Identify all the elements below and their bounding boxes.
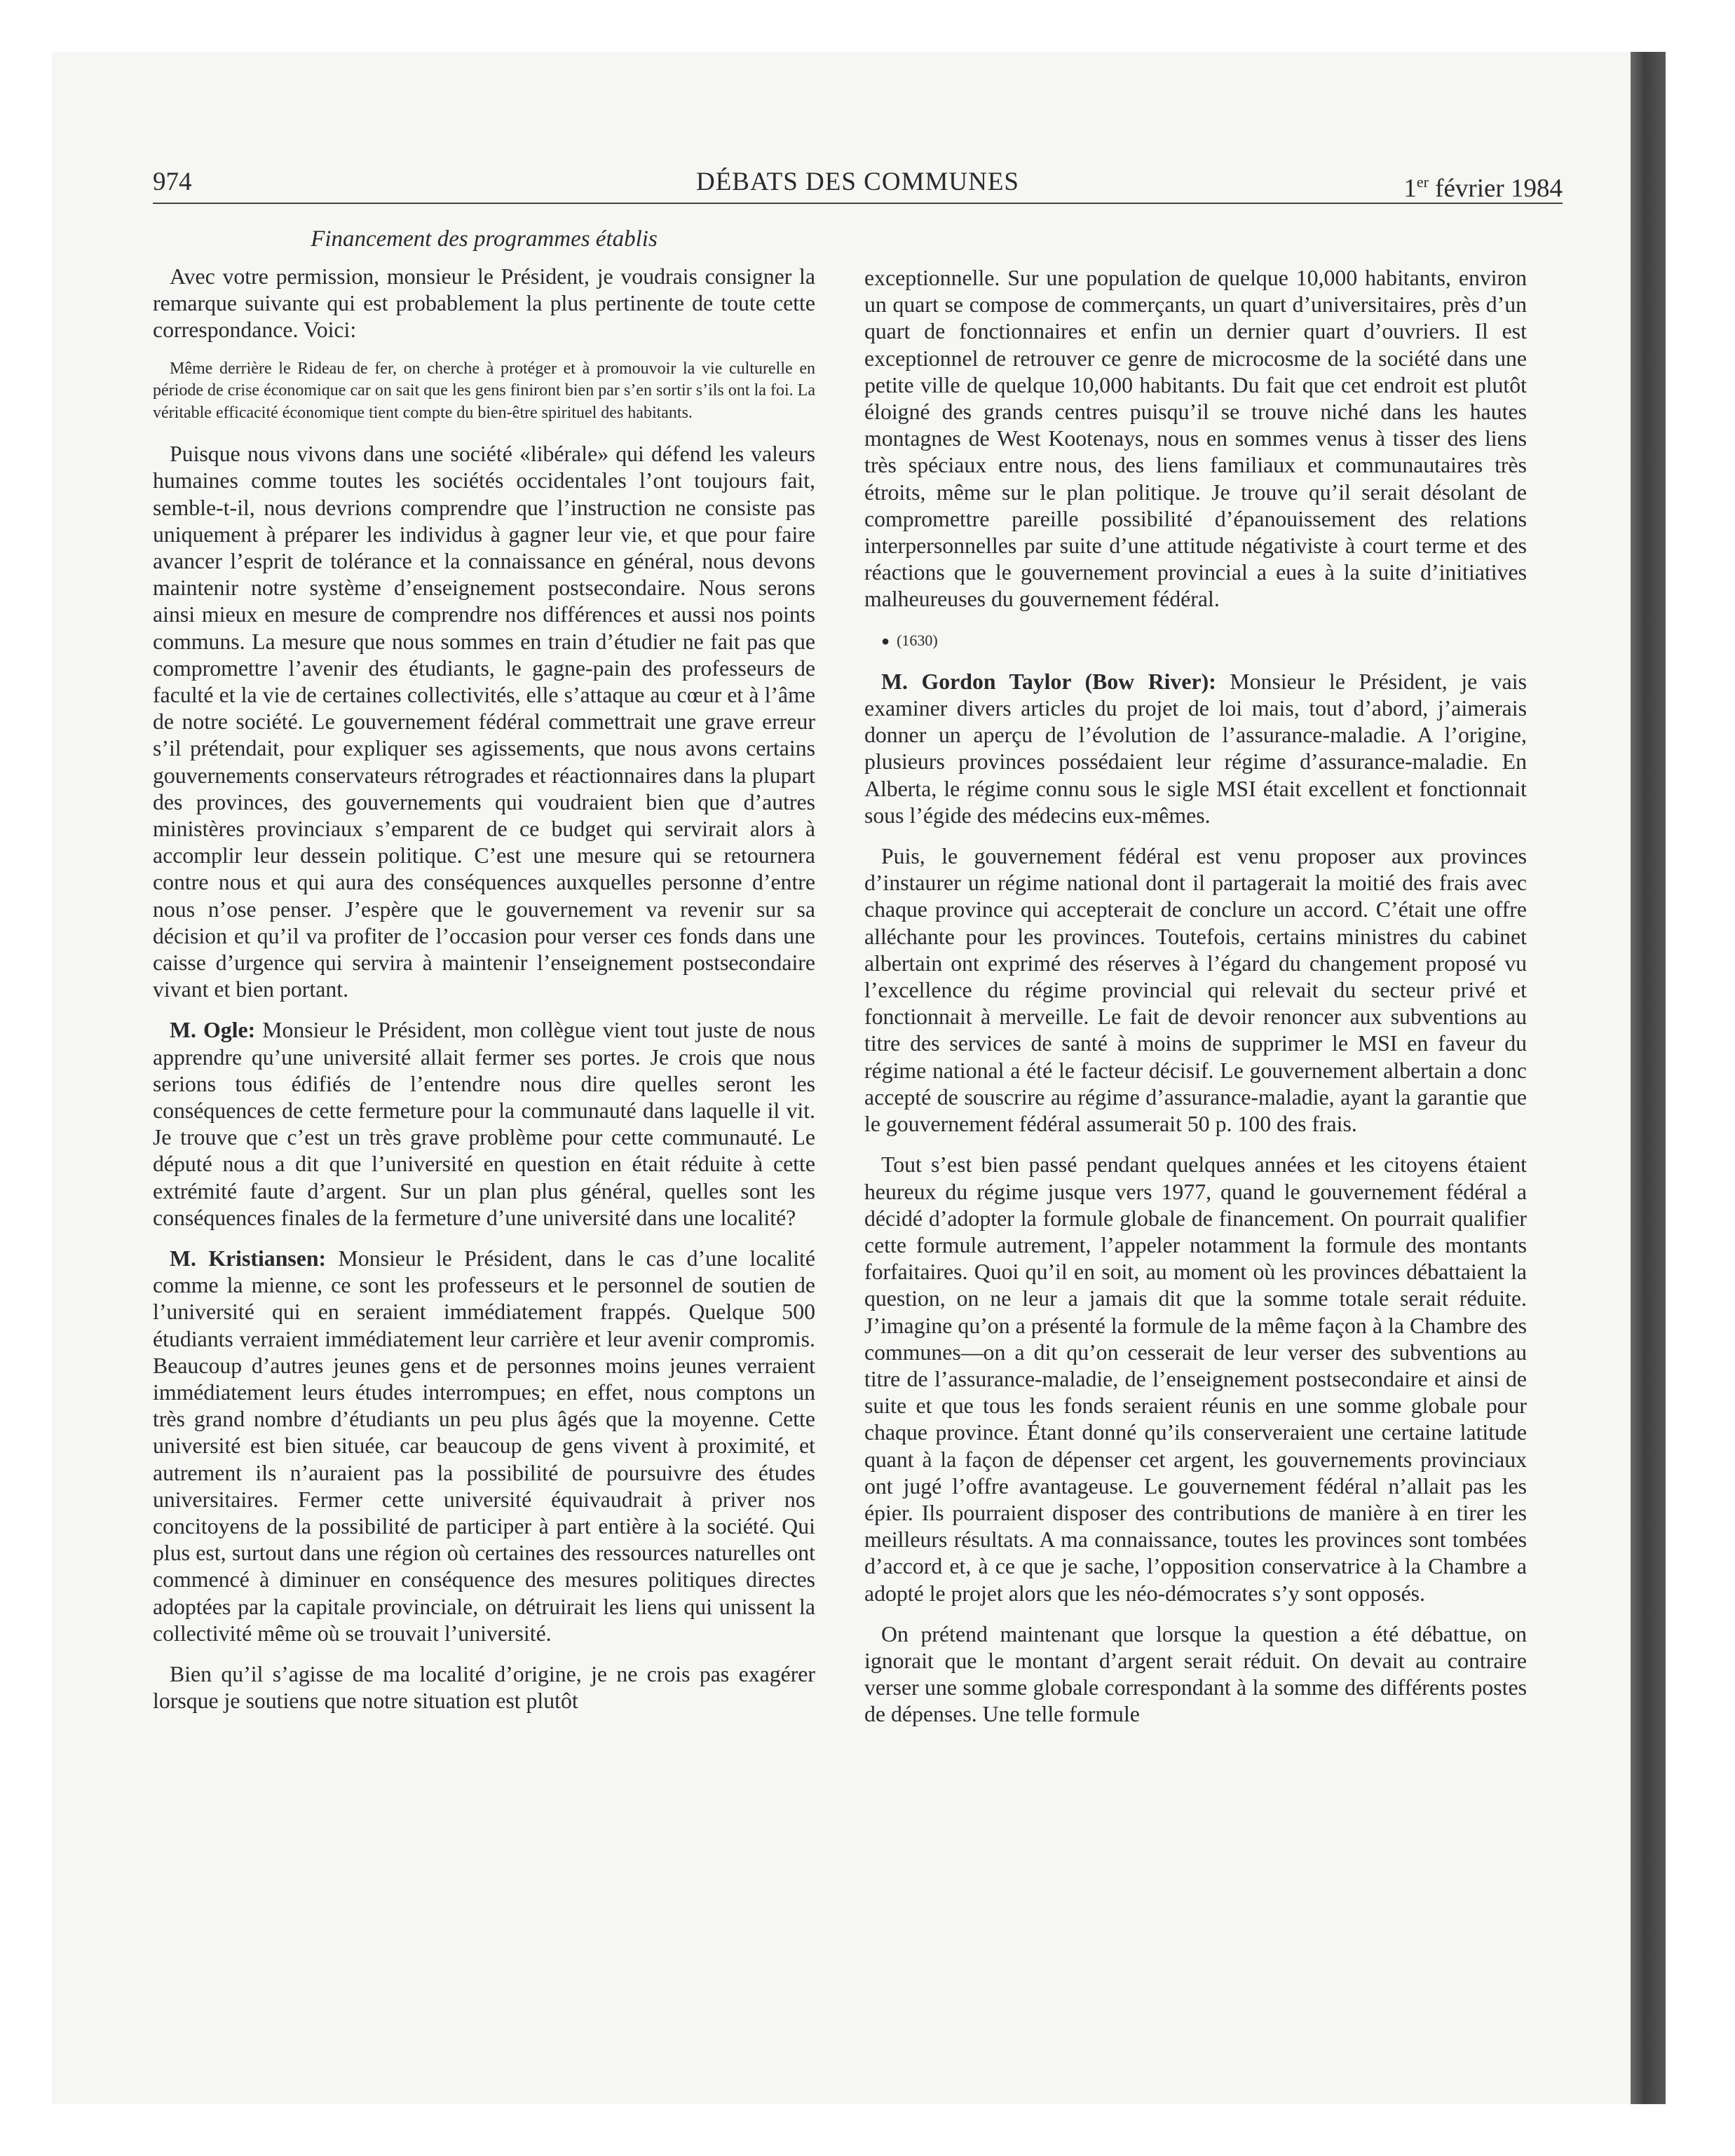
- block-quote: [153, 358, 815, 425]
- paragraph: Puis, le gouvernement fédéral est venu proposer aux provinces d’instaurer un régime national dont il partagerait la moitié des frais avec chaque province qui accepterait de conclure un accord. C’était une offre alléchante pour les provinces. Toutefois, certains ministres du cabinet albertain ont exprimé des réserves à l’égard du changement proposé vu l’excellence du régime provincial qui relevait du secteur privé et fonctionnait à merveille. Le fait de devoir renoncer aux subventions au titre des services de santé à moins de supprimer le MSI en faveur du régime national a été le facteur décisif. Le gouvernement albertain a donc accepté de souscrire au régime d’assurance-maladie, ayant la garantie que le gouvernement fédéral assumerait 50 p. 100 des frais.: [864, 844, 1527, 1137]
- date-superscript: er: [1416, 173, 1429, 191]
- paragraph: exceptionnelle. Sur une population de quelque 10,000 habitants, environ un quart se compose de commerçants, un quart d’universitaires, près d’un quart de fonctionnaires et enfin un dernier quart d’ouvriers. Il est exceptionnel de retrouver ce genre de microcosme de la société dans une petite ville de quelque 10,000 habitants. Du fait que cet endroit est plutôt éloigné des grands centres puisqu’il se trouve niché dans les hautes montagnes de West Kootenays, nous en sommes venus à tisser des liens très spéciaux entre nous, des liens familiaux et communautaires très étroits, même sur le plan politique. Je trouve qu’il serait désolant de compromettre pareille possibilité d’épanouissement des relations interpersonnelles par suite d’une attitude négativiste à court terme et des réactions que le gouvernement provincial a eues à la suite d’initiatives malheureuses du gouvernement fédéral.: [864, 266, 1527, 612]
- speaker-name: M. Gordon Taylor (Bow River):: [881, 669, 1216, 694]
- right-column: [864, 265, 1527, 1742]
- paragraph: [153, 1017, 815, 1231]
- time-marker: [864, 627, 1527, 655]
- paragraph: Bien qu’il s’agisse de ma localité d’origine, je ne crois pas exagérer lorsque je soutiens que notre situation est plutôt: [153, 1662, 815, 1714]
- section-title: Financement des programmes établis: [311, 226, 658, 252]
- publication-title: DÉBATS DES COMMUNES: [695, 168, 1019, 196]
- date-month-year: février 1984: [1428, 174, 1563, 203]
- paragraph: Puisque nous vivons dans une société «libérale» qui défend les valeurs humaines comme toutes les sociétés occidentales l’ont toujours fait, semble-t-il, nous devrions comprendre que l’instruction ne consiste pas uniquement à préparer les individus à gagner leur vie, et que pour faire avancer l’esprit de tolérance et la connaissance en général, nous devons maintenir notre système d’enseignement postsecondaire. Nous serons ainsi mieux en mesure de comprendre nos différences et aussi nos points communs. La mesure que nous sommes en train d’étudier ne fait pas que compromettre l’avenir des étudiants, le gagne-pain des professeurs de faculté et la vie de certaines collectivités, elle s’attaque au cœur et à l’âme de notre société. Le gouvernement fédéral commettrait une grave erreur s’il prétendait, pour expliquer ses agissements, que nous avons certains gouvernements conservateurs rétrogrades et réactionnaires dans la plupart des provinces, des gouvernements qui voudraient bien que d’autres ministères provinciaux s’emparent de ce budget qui servirait alors à accomplir leur dessein politique. C’est une mesure qui se retournera contre nous et qui aura des conséquences auxquelles personne d’entre nous n’ose penser. J’espère que le gouvernement va revenir sur sa décision et qu’il va profiter de l’occasion pour verser ces fonds dans une caisse d’urgence qui servira à maintenir l’enseignement postsecondaire vivant et bien portant.: [153, 442, 815, 1002]
- publication-date: [1403, 165, 1563, 206]
- time-code: (1630): [897, 631, 938, 649]
- paragraph: On prétend maintenant que lorsque la question a été débattue, on ignorait que le montant d’argent serait réduit. On devait au contraire verser une somme globale correspondant à la somme des différents postes de dépenses. Une telle formule: [864, 1621, 1527, 1727]
- speech-text: Monsieur le Président, dans le cas d’une localité comme la mienne, ce sont les professeurs et le personnel de soutien de l’université qui en seraient immédiatement frappés. Quelque 500 étudiants verraient immédiatement leur carrière et leur avenir compromis. Beaucoup d’autres jeunes gens et de personnes moins jeunes verraient immédiatement leurs études interrompues; en effet, nous comptons un très grand nombre d’étudiants un peu plus âgés que la moyenne. Cette université est bien située, car beaucoup de gens vivent à proximité, et autrement ils n’auraient pas la possibilité de poursuivre des études universitaires. Fermer cette université équivaudrait à priver nos concitoyens de la possibilité de participer à part entière à la société. Qui plus est, surtout dans une région où certaines des ressources naturelles ont commencé à diminuer en conséquence des mesures politiques directes adoptées par la capitale provinciale, on détruirait les liens qui unissent la collectivité même où se trouvait l’université.: [153, 1246, 815, 1646]
- speech-text: Monsieur le Président, je vais examiner divers articles du projet de loi mais, tout d’abord, j’aimerais donner un aperçu de l’évolution de l’assurance-maladie. A l’origine, plusieurs provinces possédaient leur régime d’assurance-maladie. En Alberta, le régime connu sous le sigle MSI était excellent et fonctionnait sous l’égide des médecins eux-mêmes.: [864, 669, 1527, 828]
- paragraph: Tout s’est bien passé pendant quelques années et les citoyens étaient heureux du régime jusque vers 1977, quand le gouvernement fédéral a décidé d’adopter la formule globale de financement. On pourrait qualifier cette formule autrement, l’appeler notamment la formule des montants forfaitaires. Quoi qu’il en soit, au moment où les provinces débattaient la question, on ne leur a jamais dit que la somme totale serait réduite. J’imagine qu’on a présenté la formule de la même façon à la Chambre des communes—on a dit qu’on cesserait de leur verser des subventions au titre de l’assurance-maladie, de l’enseignement postsecondaire et ainsi de suite et que tous les fonds seraient réunis en une somme globale pour chaque province. Étant donné qu’ils conserveraient une certaine latitude quant à la façon de dépenser cet argent, les gouvernements provinciaux ont jugé l’offre avantageuse. Le gouvernement fédéral n’allait pas les épier. Ils pourraient disposer des contributions de manière à en tirer les meilleurs résultats. A ma connaissance, toutes les provinces sont tombées d’accord et, à ce que je sache, l’opposition conservatrice à la Chambre a adopté le projet alors que les néo-démocrates s’y sont opposés.: [864, 1152, 1527, 1606]
- date-day: 1: [1403, 174, 1417, 203]
- speaker-name: M. Ogle:: [170, 1018, 256, 1043]
- speaker-name: M. Kristiansen:: [170, 1246, 327, 1271]
- paragraph: [864, 669, 1527, 829]
- header-rule: [153, 203, 1563, 204]
- left-column: [153, 224, 815, 1728]
- paragraph: [153, 1246, 815, 1647]
- paragraph: Avec votre permission, monsieur le Président, je voudrais consigner la remarque suivante qui est probablement la plus pertinente de toute cette correspondance. Voici:: [153, 264, 815, 343]
- speech-text: Monsieur le Président, mon collègue vient tout juste de nous apprendre qu’une université allait fermer ses portes. Je crois que nous serions tous édifiés de l’entendre nous dire quelles seront les conséquences de cette fermeture pour la communauté dans laquelle il vit. Je trouve que c’est un très grave problème pour cette communauté. Le député nous a dit que l’université en question en était réduite à cette extrémité faute d’argent. Sur un plan plus général, quelles sont les conséquences finales de la fermeture d’une université dans une localité?: [153, 1018, 816, 1230]
- page-header: [153, 165, 1563, 207]
- quote-text: Même derrière le Rideau de fer, on cherche à protéger et à promouvoir la vie culturelle en période de crise économique car on sait que les gens finiront bien par s’en sortir s’ils ont la foi. La véritable efficacité économique tient compte du bien-être spirituel des habitants.: [153, 359, 815, 422]
- page-binding-edge: [1631, 52, 1666, 2104]
- bullet-icon: ●: [881, 633, 890, 649]
- page-number: 974: [153, 168, 192, 196]
